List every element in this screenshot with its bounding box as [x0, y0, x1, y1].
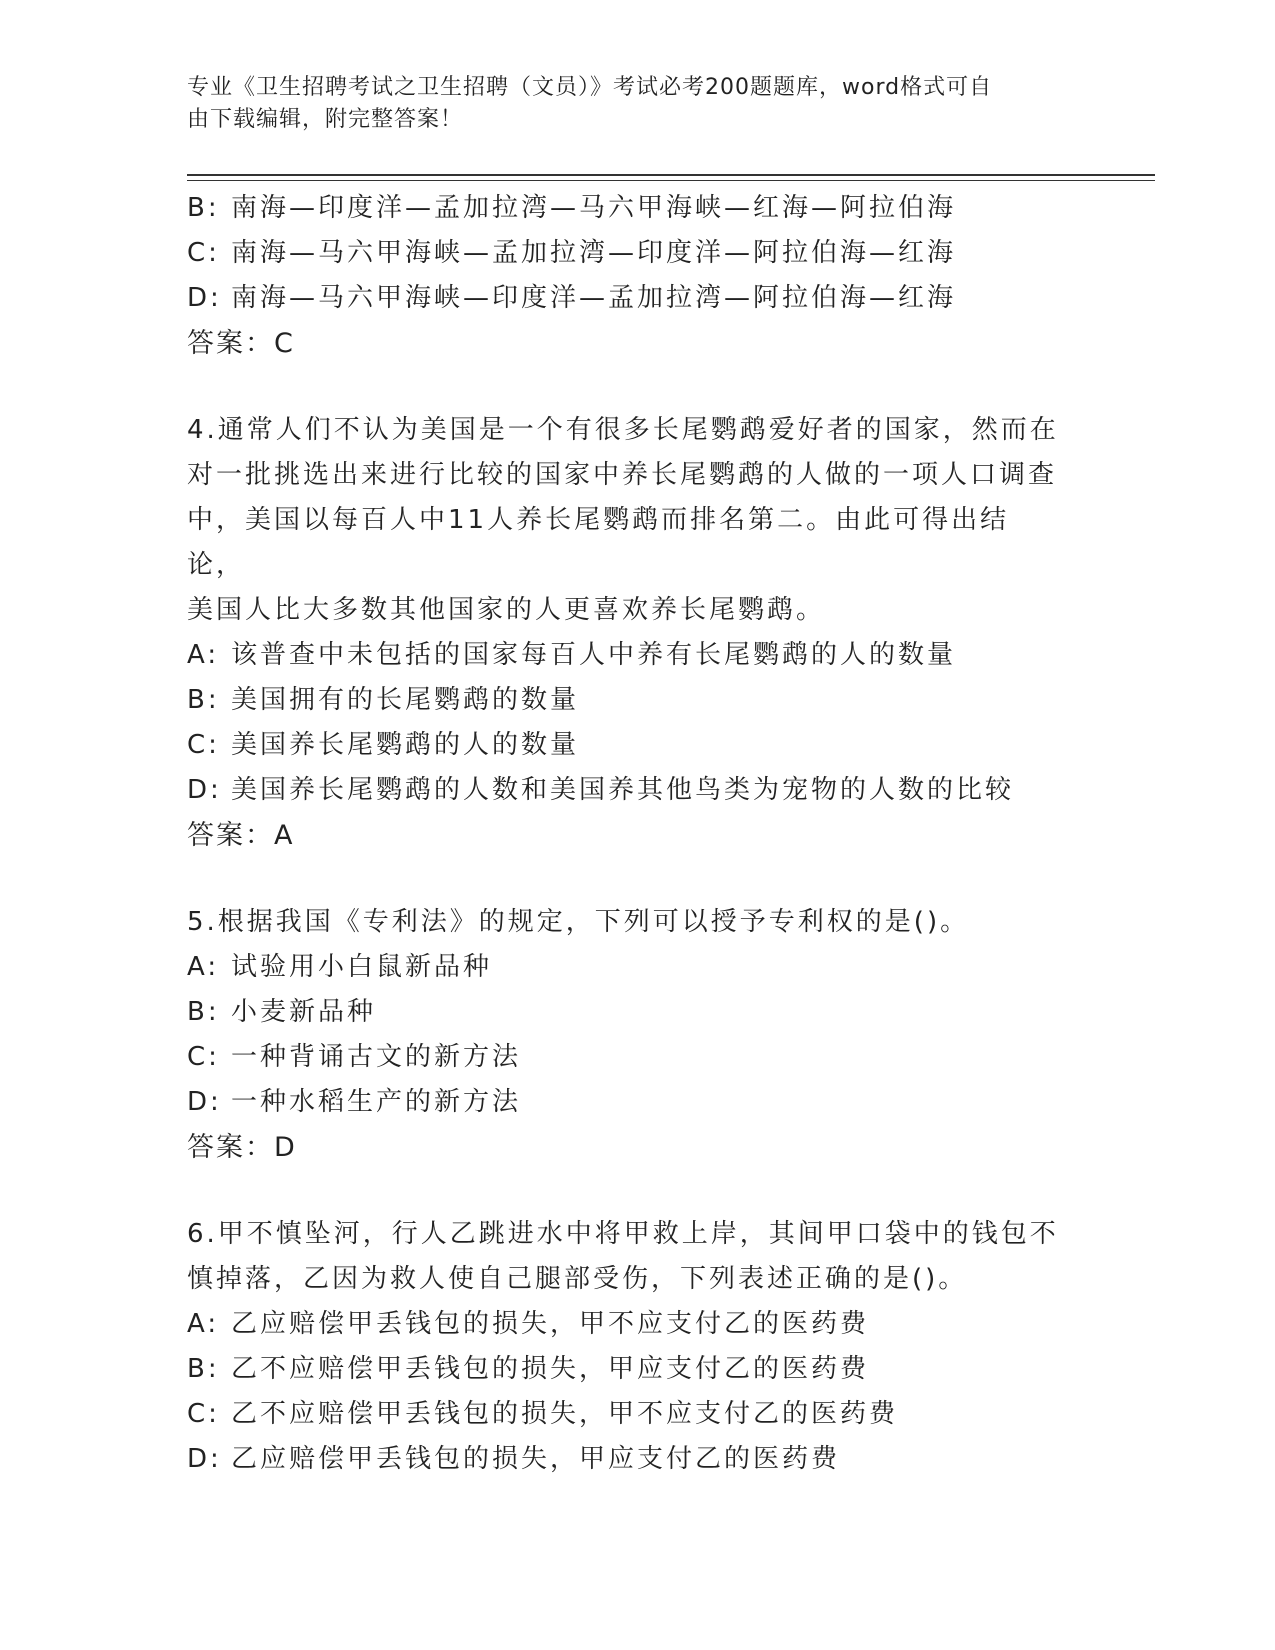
option-d: [187, 1080, 1067, 1125]
option-key: B:: [187, 1354, 220, 1384]
option-d: [187, 276, 1067, 321]
stem-line: 美国人比大多数其他国家的人更喜欢养长尾鹦鹉。: [187, 595, 826, 625]
question-stem: [187, 408, 1067, 633]
option-b: [187, 186, 1067, 231]
answer-line: 答案：C: [187, 328, 295, 359]
option-d: [187, 1437, 1067, 1482]
header-line-1: 专业《卫生招聘考试之卫生招聘（文员）》考试必考200题题库，word格式可自: [187, 75, 993, 100]
answer-line: 答案：D: [187, 1132, 297, 1163]
stem-line: 6.甲不慎坠河，行人乙跳进水中将甲救上岸，其间甲口袋中的钱包不: [187, 1219, 1059, 1249]
option-text: 美国养长尾鹦鹉的人的数量: [231, 730, 580, 760]
stem-line: 4.通常人们不认为美国是一个有很多长尾鹦鹉爱好者的国家，然而在: [187, 415, 1059, 445]
header-rule-thin: [187, 180, 1155, 181]
document-header: [187, 72, 1067, 136]
option-text: 乙不应赔偿甲丢钱包的损失，甲不应支付乙的医药费: [231, 1399, 899, 1429]
option-text: 一种水稻生产的新方法: [231, 1087, 522, 1117]
question-stem: [187, 1212, 1067, 1302]
question-stem: [187, 900, 1067, 945]
option-key: A:: [187, 1309, 220, 1339]
option-text: 试验用小白鼠新品种: [231, 952, 493, 982]
stem-line: 5.根据我国《专利法》的规定，下列可以授予专利权的是()。: [187, 907, 970, 937]
option-c: [187, 1035, 1067, 1080]
option-text: 乙应赔偿甲丢钱包的损失，甲应支付乙的医药费: [231, 1444, 841, 1474]
header-rule-thick: [187, 174, 1155, 176]
option-text: 小麦新品种: [231, 997, 377, 1027]
option-key: B:: [187, 193, 220, 223]
stem-line: 慎掉落，乙因为救人使自己腿部受伤，下列表述正确的是()。: [187, 1264, 968, 1294]
option-text: 南海—马六甲海峡—孟加拉湾—印度洋—阿拉伯海—红海: [231, 238, 957, 268]
option-c: [187, 231, 1067, 276]
option-a: [187, 945, 1067, 990]
option-a: [187, 633, 1067, 678]
option-key: B:: [187, 997, 220, 1027]
option-d: [187, 768, 1067, 813]
option-text: 南海—印度洋—孟加拉湾—马六甲海峡—红海—阿拉伯海: [231, 193, 957, 223]
answer-line: 答案：A: [187, 820, 295, 851]
option-key: B:: [187, 685, 220, 715]
option-b: [187, 1347, 1067, 1392]
option-text: 乙不应赔偿甲丢钱包的损失，甲应支付乙的医药费: [231, 1354, 870, 1384]
option-key: D:: [187, 283, 222, 313]
stem-line: 对一批挑选出来进行比较的国家中养长尾鹦鹉的人做的一项人口调查: [187, 460, 1058, 490]
option-text: 美国拥有的长尾鹦鹉的数量: [231, 685, 580, 715]
option-text: 乙应赔偿甲丢钱包的损失，甲不应支付乙的医药费: [231, 1309, 870, 1339]
option-key: D:: [187, 1087, 222, 1117]
option-key: C:: [187, 238, 220, 268]
option-key: D:: [187, 1444, 222, 1474]
option-b: [187, 990, 1067, 1035]
question-4: [187, 408, 1067, 858]
stem-line: 中，美国以每百人中11人养长尾鹦鹉而排名第二。由此可得出结论，: [187, 505, 1010, 580]
header-line-2: 由下载编辑，附完整答案！: [187, 107, 464, 132]
option-key: C:: [187, 1399, 220, 1429]
question-3-continued: [187, 186, 1067, 366]
option-key: C:: [187, 1042, 220, 1072]
option-key: C:: [187, 730, 220, 760]
option-key: A:: [187, 640, 220, 670]
option-c: [187, 1392, 1067, 1437]
option-text: 该普查中未包括的国家每百人中养有长尾鹦鹉的人的数量: [231, 640, 957, 670]
option-b: [187, 678, 1067, 723]
question-6: [187, 1212, 1067, 1482]
question-5: [187, 900, 1067, 1170]
option-text: 美国养长尾鹦鹉的人数和美国养其他鸟类为宠物的人数的比较: [231, 775, 1015, 805]
option-c: [187, 723, 1067, 768]
option-key: D:: [187, 775, 222, 805]
option-key: A:: [187, 952, 220, 982]
option-text: 南海—马六甲海峡—印度洋—孟加拉湾—阿拉伯海—红海: [231, 283, 957, 313]
document-body: [187, 186, 1067, 1482]
option-text: 一种背诵古文的新方法: [231, 1042, 522, 1072]
option-a: [187, 1302, 1067, 1347]
